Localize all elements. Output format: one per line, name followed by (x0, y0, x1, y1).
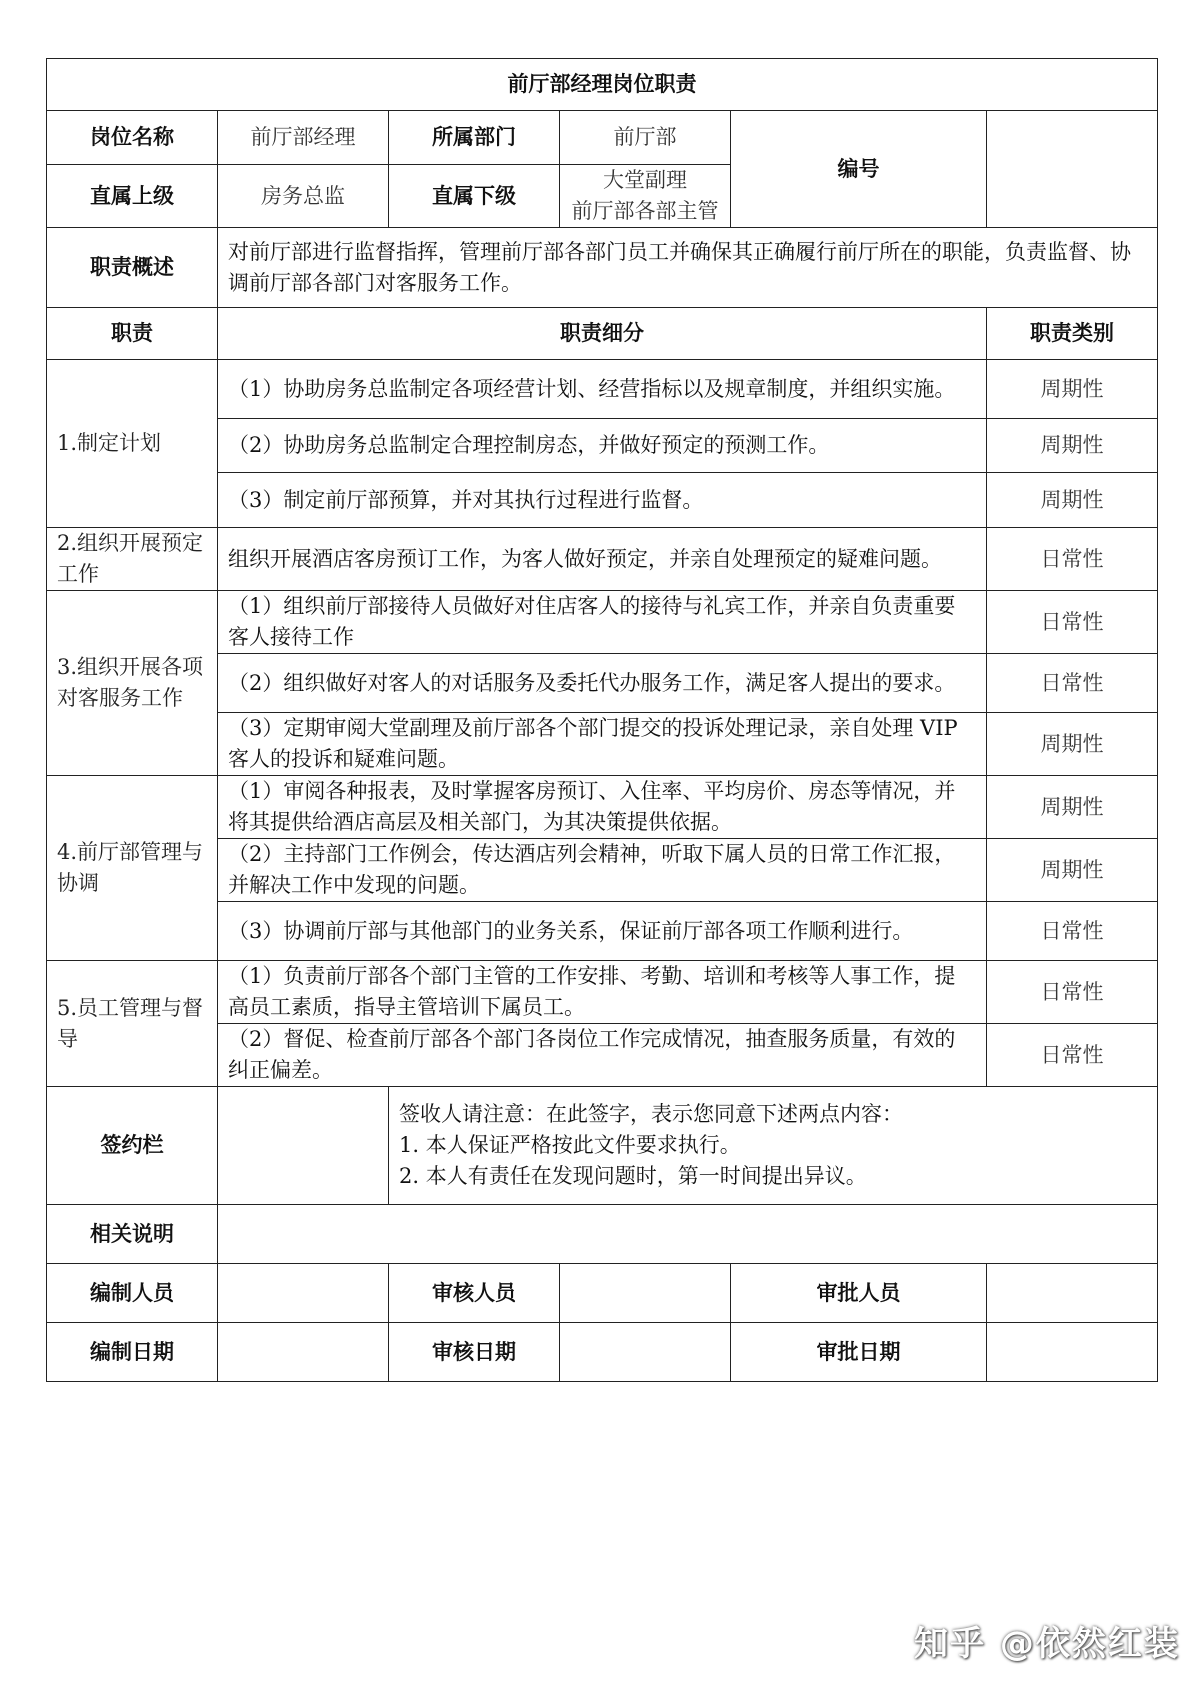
duty-detail: （1）审阅各种报表，及时掌握客房预订、入住率、平均房价、房态等情况，并将其提供给酒店高层及相关部门，为其决策提供依据。 (218, 776, 987, 839)
subordinate-1: 大堂副理 (603, 168, 687, 192)
duty-detail: （3）协调前厅部与其他部门的业务关系，保证前厅部各项工作顺利进行。 (218, 902, 987, 961)
duty-detail: （1）负责前厅部各个部门主管的工作安排、考勤、培训和考核等人事工作，提高员工素质，指导主管培训下属员工。 (218, 961, 987, 1024)
duty-category: 日常性 (987, 654, 1158, 713)
code-label: 编号 (731, 111, 987, 228)
subordinate-value (560, 165, 731, 228)
subordinate-2: 前厅部各部主管 (571, 199, 719, 223)
approve-date-label: 审批日期 (731, 1323, 987, 1382)
duty-detail: （1）协助房务总监制定各项经营计划、经营指标以及规章制度，并组织实施。 (218, 360, 987, 419)
duty-group-name: 3.组织开展各项对客服务工作 (47, 591, 218, 776)
duty-detail: （3）定期审阅大堂副理及前厅部各个部门提交的投诉处理记录，亲自处理 VIP 客人的投诉和疑难问题。 (218, 713, 987, 776)
approve-date-field[interactable] (987, 1323, 1158, 1382)
duty-category: 周期性 (987, 776, 1158, 839)
duty-detail: 组织开展酒店客房预订工作，为客人做好预定，并亲自处理预定的疑难问题。 (218, 528, 987, 591)
duty-detail: （1）组织前厅部接待人员做好对住店客人的接待与礼宾工作，并亲自负责重要客人接待工作 (218, 591, 987, 654)
duty-category: 日常性 (987, 1024, 1158, 1087)
duty-category: 周期性 (987, 839, 1158, 902)
code-value[interactable] (987, 111, 1158, 228)
duty-category: 周期性 (987, 473, 1158, 528)
duty-category: 周期性 (987, 360, 1158, 419)
watermark: 知乎 @依然红装 (914, 1624, 1180, 1664)
duty-category: 日常性 (987, 528, 1158, 591)
duty-group-name: 5.员工管理与督导 (47, 961, 218, 1087)
duty-detail: （2）组织做好对客人的对话服务及委托代办服务工作，满足客人提出的要求。 (218, 654, 987, 713)
duty-group-name: 4.前厅部管理与协调 (47, 776, 218, 961)
superior-value: 房务总监 (218, 165, 389, 228)
signature-notice-line: 1. 本人保证严格按此文件要求执行。 (399, 1133, 741, 1157)
signature-notice-line: 签收人请注意：在此签字，表示您同意下述两点内容： (399, 1102, 903, 1126)
duty-category: 周期性 (987, 713, 1158, 776)
job-description-table (46, 58, 1158, 1382)
reviewer-field[interactable] (560, 1264, 731, 1323)
compile-date-field[interactable] (218, 1323, 389, 1382)
approver-label: 审批人员 (731, 1264, 987, 1323)
duty-group-name: 1.制定计划 (47, 360, 218, 528)
duty-category: 周期性 (987, 419, 1158, 473)
duty-group-name: 2.组织开展预定工作 (47, 528, 218, 591)
signature-notice-line: 2. 本人有责任在发现问题时，第一时间提出异议。 (399, 1164, 867, 1188)
summary-label: 职责概述 (47, 228, 218, 308)
post-name-value: 前厅部经理 (218, 111, 389, 165)
header-category: 职责类别 (987, 308, 1158, 360)
compile-date-label: 编制日期 (47, 1323, 218, 1382)
page-title: 前厅部经理岗位职责 (47, 59, 1158, 111)
signature-field[interactable] (218, 1087, 389, 1205)
duty-category: 日常性 (987, 591, 1158, 654)
signature-notice (389, 1087, 1158, 1205)
review-date-label: 审核日期 (389, 1323, 560, 1382)
review-date-field[interactable] (560, 1323, 731, 1382)
reviewer-label: 审核人员 (389, 1264, 560, 1323)
duty-category: 日常性 (987, 961, 1158, 1024)
duty-category: 日常性 (987, 902, 1158, 961)
duty-detail: （2）主持部门工作例会，传达酒店列会精神，听取下属人员的日常工作汇报，并解决工作中发现的问题。 (218, 839, 987, 902)
notes-label: 相关说明 (47, 1205, 218, 1264)
post-name-label: 岗位名称 (47, 111, 218, 165)
signature-label: 签约栏 (47, 1087, 218, 1205)
header-duty: 职责 (47, 308, 218, 360)
duty-detail: （3）制定前厅部预算，并对其执行过程进行监督。 (218, 473, 987, 528)
dept-label: 所属部门 (389, 111, 560, 165)
compiler-field[interactable] (218, 1264, 389, 1323)
duty-detail: （2）督促、检查前厅部各个部门各岗位工作完成情况，抽查服务质量，有效的纠正偏差。 (218, 1024, 987, 1087)
summary-text: 对前厅部进行监督指挥，管理前厅部各部门员工并确保其正确履行前厅所在的职能，负责监督、协调前厅部各部门对客服务工作。 (218, 228, 1158, 308)
duty-detail: （2）协助房务总监制定合理控制房态，并做好预定的预测工作。 (218, 419, 987, 473)
approver-field[interactable] (987, 1264, 1158, 1323)
compiler-label: 编制人员 (47, 1264, 218, 1323)
subordinate-label: 直属下级 (389, 165, 560, 228)
dept-value: 前厅部 (560, 111, 731, 165)
header-detail: 职责细分 (218, 308, 987, 360)
superior-label: 直属上级 (47, 165, 218, 228)
notes-field[interactable] (218, 1205, 1158, 1264)
